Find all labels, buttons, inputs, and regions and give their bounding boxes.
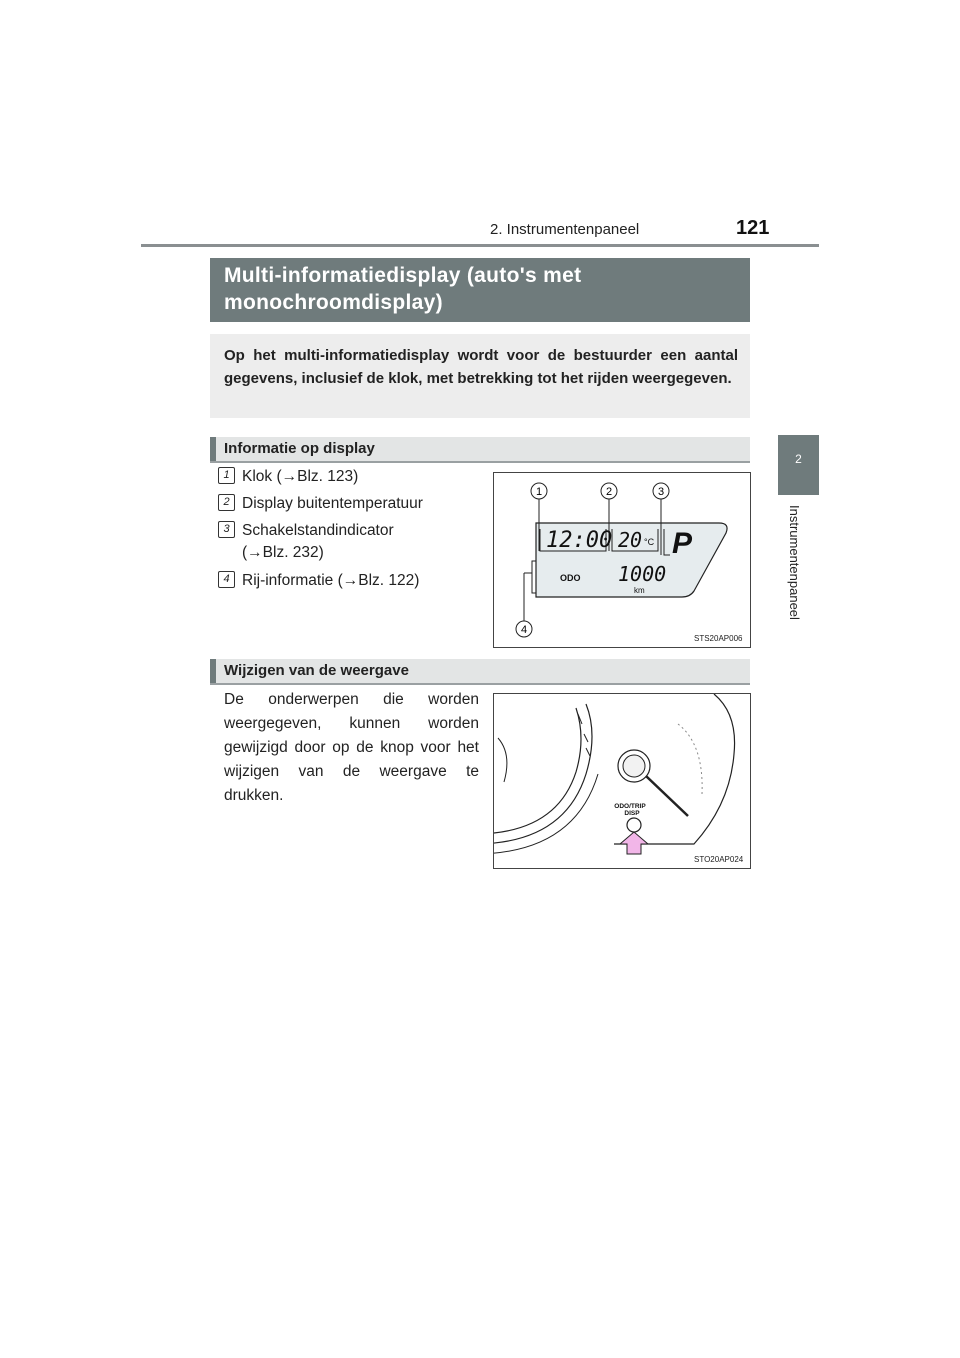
left-gauge-arc-outer: [494, 704, 592, 844]
figure-code: STS20AP006: [694, 634, 743, 643]
list-item-text: Display buitentemperatuur: [242, 495, 423, 512]
odo-label: ODO: [560, 573, 581, 583]
left-gauge-arc-inner: [494, 708, 581, 834]
callout-3-text: 3: [657, 486, 665, 498]
list-number: 4: [218, 571, 235, 588]
intro-text: Op het multi-informatiedisplay wordt voor de bestuurder een aantal gegevens, inclusief de klok, met betrekking tot het rijden weergegeven.: [224, 347, 738, 387]
running-header-section: 2. Instrumentenpaneel: [490, 221, 640, 238]
right-gauge-ticks: [678, 724, 702, 794]
section-heading-accent: [210, 437, 216, 461]
list-number: 2: [218, 494, 235, 511]
cluster-figure: [493, 693, 751, 869]
left-gauge-rim: [494, 774, 598, 854]
odo-unit: km: [634, 586, 645, 595]
page-number: 121: [736, 217, 770, 239]
list-number: 1: [218, 467, 235, 484]
gear-readout: P: [672, 527, 693, 560]
chapter-tab-label: [787, 505, 807, 645]
header-rule: [141, 244, 819, 247]
section-heading-accent: [210, 659, 216, 683]
section-heading-info: Informatie op display: [224, 440, 375, 457]
display-figure: [493, 472, 751, 648]
chapter-tab-label-text: Instrumentenpaneel: [787, 505, 802, 620]
chapter-tab-number: 2: [795, 452, 802, 466]
trip-knob-inner: [623, 755, 645, 777]
callout-2-text: 2: [605, 486, 613, 498]
list-item-text-cont: (→Blz. 232): [242, 544, 324, 561]
callout-1-text: 1: [535, 486, 543, 498]
display-illustration: [494, 473, 750, 647]
cluster-illustration: [494, 694, 750, 868]
temp-unit: °C: [644, 537, 655, 547]
page-title: Multi-informatiedisplay (auto's met monochroomdisplay): [224, 264, 582, 314]
figure-code: STO20AP024: [694, 855, 744, 864]
section-heading-change: Wijzigen van de weergave: [224, 662, 409, 679]
list-item-text: Schakelstandindicator: [242, 522, 394, 539]
list-number: 3: [218, 521, 235, 538]
list-item-text: Rij-informatie (→Blz. 122): [242, 572, 420, 589]
gauge-needle: [646, 776, 688, 816]
temp-readout: 20: [618, 528, 643, 552]
arrow-icon: [620, 832, 648, 854]
odo-readout: 1000: [618, 562, 667, 586]
clock-readout: 12:00: [546, 528, 613, 553]
left-knob-arc: [498, 738, 507, 782]
body-paragraph: De onderwerpen die worden weergegeven, kunnen worden gewijzigd door op de knop voor het wijzigen van de weergave te drukken.: [224, 691, 479, 804]
list-item-text: Klok (→Blz. 123): [242, 468, 359, 485]
callout-4-text: 4: [520, 624, 528, 636]
button-label-odo-trip: ODO/TRIP: [614, 803, 646, 810]
button-label-disp: DISP: [624, 810, 640, 817]
display-change-button: [627, 818, 641, 832]
